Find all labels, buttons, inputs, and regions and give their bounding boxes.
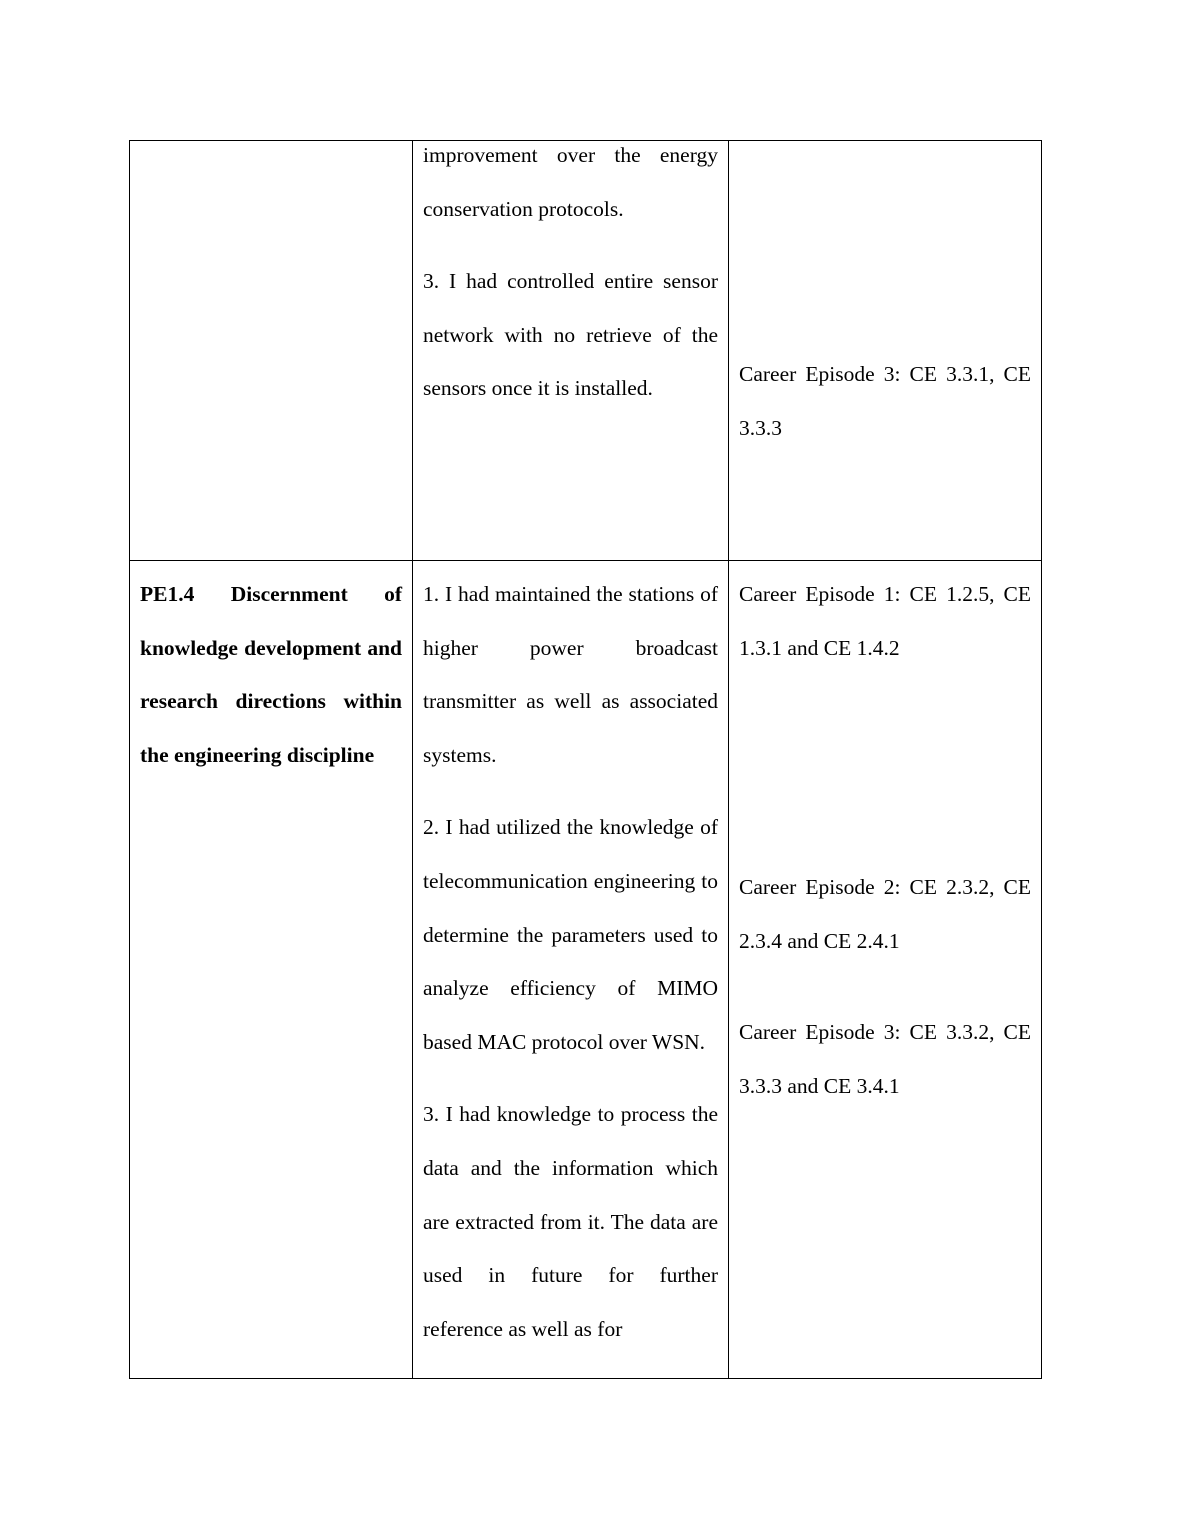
- evidence-paragraph: 1. I had maintained the stations of higher power broadcast transmitter as well as associated systems.: [423, 582, 718, 767]
- evidence-paragraph: improvement over the energy conservation protocols.: [423, 143, 718, 221]
- evidence-paragraph: 3. I had controlled entire sensor network with no retrieve of the sensors once it is installed.: [423, 269, 718, 401]
- table-cell-evidence: [413, 141, 729, 561]
- competency-table: [129, 140, 1042, 1379]
- table-cell-reference: [729, 561, 1042, 1379]
- table-row: [130, 141, 1042, 561]
- table-cell-competency: [130, 141, 413, 561]
- career-episode-reference: Career Episode 1: CE 1.2.5, CE 1.3.1 and CE 1.4.2: [739, 582, 1031, 660]
- table-cell-evidence: [413, 561, 729, 1379]
- evidence-paragraph: 3. I had knowledge to process the data and the information which are extracted from it. The data are used in future for further reference as well as for: [423, 1102, 718, 1341]
- evidence-paragraph: 2. I had utilized the knowledge of telecommunication engineering to determine the parameters used to analyze efficiency of MIMO based MAC protocol over WSN.: [423, 815, 718, 1054]
- table-cell-competency: [130, 561, 413, 1379]
- career-episode-reference: Career Episode 2: CE 2.3.2, CE 2.3.4 and CE 2.4.1: [739, 875, 1031, 953]
- table-cell-reference: [729, 141, 1042, 561]
- competency-heading: PE1.4 Discernment of knowledge development and research directions within the engineering discipline: [140, 582, 402, 767]
- career-episode-reference: Career Episode 3: CE 3.3.2, CE 3.3.3 and CE 3.4.1: [739, 1020, 1031, 1098]
- career-episode-reference: Career Episode 3: CE 3.3.1, CE 3.3.3: [739, 362, 1031, 440]
- table-row: [130, 561, 1042, 1379]
